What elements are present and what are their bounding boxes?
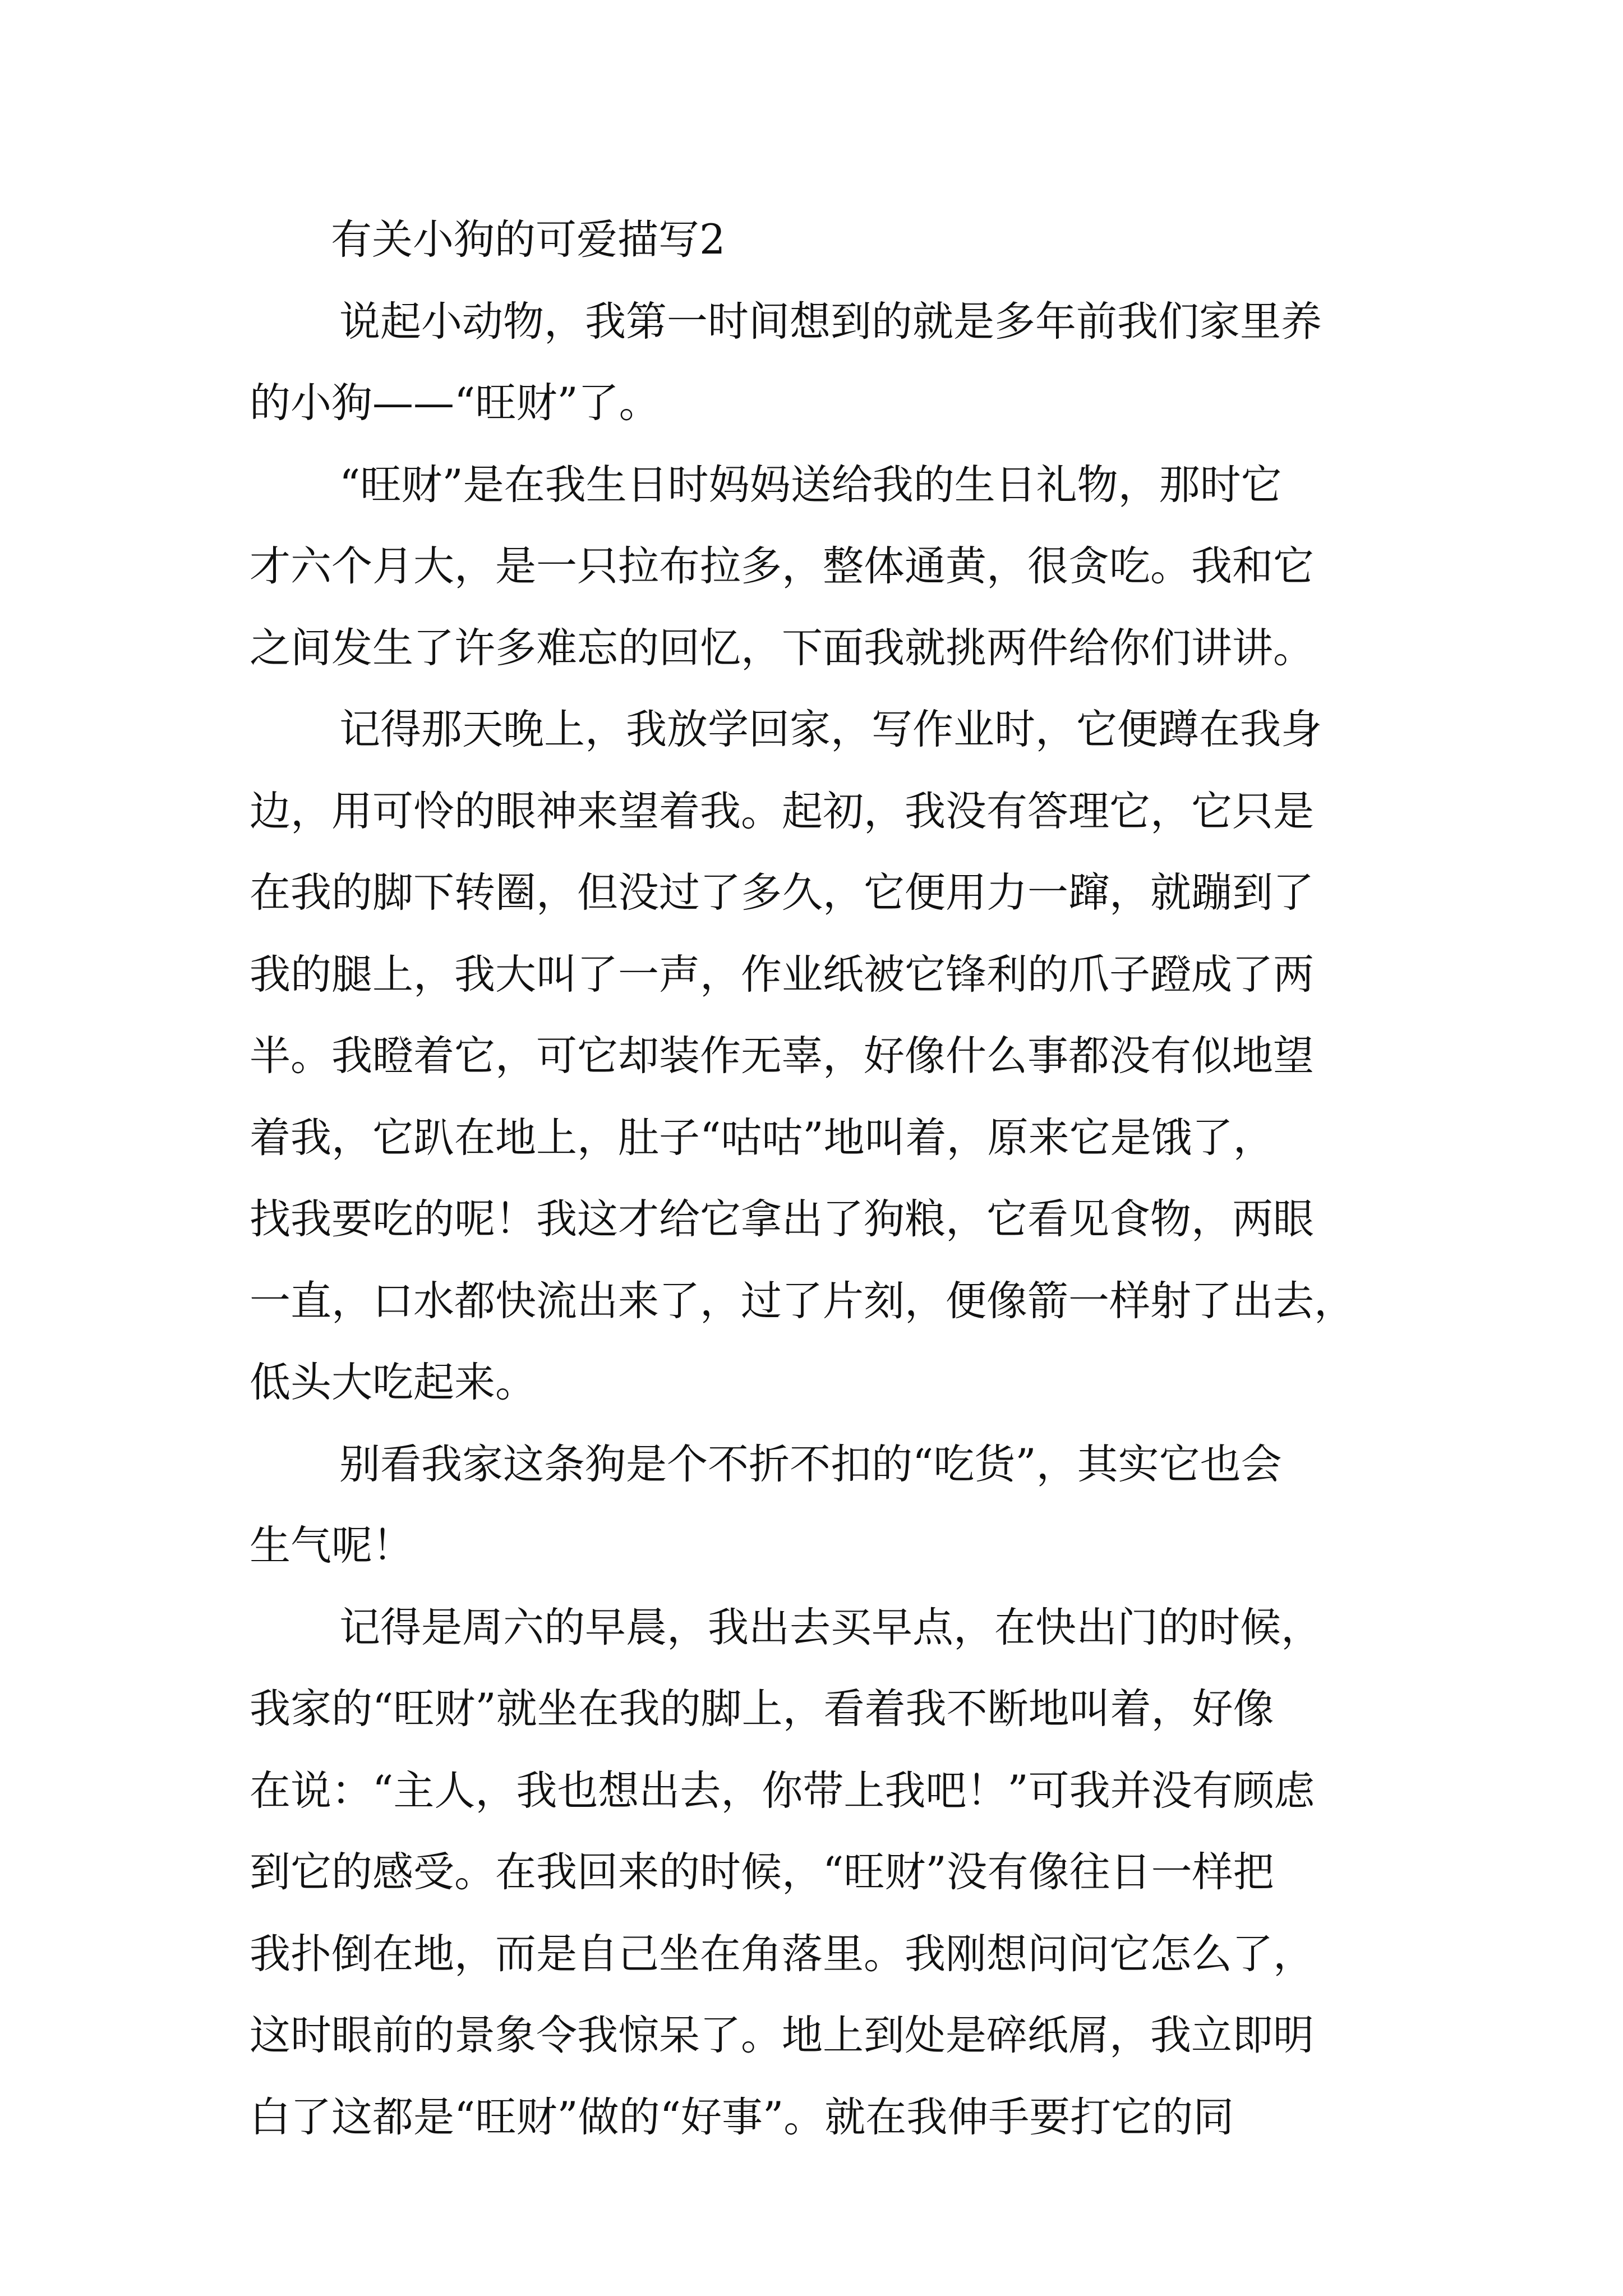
text-line: 在说：“主人，我也想出去，你带上我吧！”可我并没有顾虑 — [250, 1766, 1315, 1815]
text-line: 我家的“旺财”就坐在我的脚上，看着我不断地叫着，好像 — [250, 1685, 1274, 1733]
text-line: 半。我瞪着它，可它却装作无辜，好像什么事都没有似地望 — [250, 1032, 1314, 1080]
text-line: 到它的感受。在我回来的时候，“旺财”没有像往日一样把 — [250, 1848, 1274, 1896]
text-line: 我扑倒在地，而是自己坐在角落里。我刚想问问它怎么了， — [250, 1930, 1314, 1978]
text-line: 之间发生了许多难忘的回忆，下面我就挑两件给你们讲讲。 — [250, 624, 1314, 672]
text-line: 说起小动物，我第一时间想到的就是多年前我们家里养 — [339, 297, 1322, 346]
text-line: 这时眼前的景象令我惊呆了。地上到处是碎纸屑，我立即明 — [250, 2012, 1314, 2059]
document-title: 有关小狗的可爱描写2 — [331, 216, 726, 264]
text-line: 记得那天晚上，我放学回家，写作业时，它便蹲在我身 — [339, 706, 1322, 753]
text-line: 别看我家这条狗是个不折不扣的“吃货”，其实它也会 — [339, 1440, 1282, 1488]
text-line: 记得是周六的早晨，我出去买早点，在快出门的时候， — [339, 1603, 1322, 1651]
text-line: 边，用可怜的眼神来望着我。起初，我没有答理它，它只是 — [250, 787, 1314, 835]
text-line: 我的腿上，我大叫了一声，作业纸被它锋利的爪子蹬成了两 — [250, 950, 1314, 999]
text-line: 找我要吃的呢！我这才给它拿出了狗粮，它看见食物，两眼 — [250, 1195, 1314, 1243]
text-line: 着我，它趴在地上，肚子“咕咕”地叫着，原来它是饿了， — [250, 1114, 1274, 1162]
text-line: 在我的脚下转圈，但没过了多久，它便用力一蹿，就蹦到了 — [250, 869, 1314, 917]
document-body — [250, 199, 1377, 2158]
text-line: “旺财”是在我生日时妈妈送给我的生日礼物，那时它 — [339, 461, 1282, 509]
text-line: 才六个月大，是一只拉布拉多，整体通黄，很贪吃。我和它 — [250, 542, 1314, 590]
text-line: 白了这都是“旺财”做的“好事”。就在我伸手要打它的同 — [250, 2093, 1234, 2141]
text-line: 一直，口水都快流出来了，过了片刻，便像箭一样射了出去， — [250, 1277, 1355, 1325]
text-line: 的小狗——“旺财”了。 — [250, 379, 660, 427]
text-line: 低头大吃起来。 — [250, 1359, 536, 1406]
text-line: 生气呢！ — [250, 1522, 413, 1570]
